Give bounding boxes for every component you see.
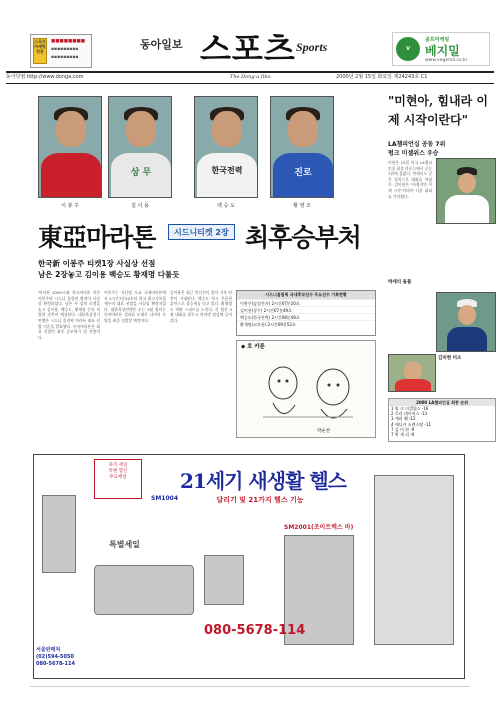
ad-special: 특별세일 <box>109 540 140 549</box>
main-headline <box>38 218 368 258</box>
masthead-left-ad: 스포츠 마케팅 전문 ■■■■■■■■ ▪▪▪▪▪▪▪▪▪ ▪▪▪▪▪▪▪▪▪ <box>30 34 92 68</box>
subhead-line2: 남은 2장놓고 김이용 백승도 황재명 다툴듯 <box>38 270 180 279</box>
ad-badge-line: 특별 할인 <box>108 469 128 474</box>
table-row: 황재명(코오롱) 2시간09분52초 <box>237 320 375 327</box>
right-ad-url: www.vegemil.co.kr <box>425 58 468 63</box>
right-ad-line1: 골프마케팅 <box>425 37 450 43</box>
cartoon-drawing-icon <box>243 353 371 427</box>
photo-caption: 황 영 조 <box>293 203 311 209</box>
photo-caption: 이 봉 주 <box>61 203 79 209</box>
left-ad-badge <box>33 38 47 64</box>
right-ad-line2: 베지밀 <box>425 44 460 58</box>
brand-big: 스포츠 <box>200 30 296 68</box>
headline-tail: 최후승부처 <box>245 223 361 252</box>
ad-contact <box>36 647 84 668</box>
page-divider <box>30 686 470 687</box>
golf-title-line: LA챔피언십 공동 7위 <box>388 141 446 148</box>
golfer-photo <box>436 292 496 352</box>
runner-photo: 한국전력 <box>194 96 258 198</box>
ad-subtitle: 달리기 및 21가지 헬스 기능 <box>216 496 304 504</box>
runner-photo <box>38 96 102 198</box>
cartoon-label: ◆ 호 카툰 <box>241 344 265 350</box>
photo-caption: 박세리 돌풀 <box>388 280 412 285</box>
golfer-photo <box>436 158 496 224</box>
table-row: 2 로라 데이비스 -13 <box>391 411 428 417</box>
record-table <box>236 290 376 336</box>
issue-left: 동아닷컴 http://www.donga.com <box>6 74 84 80</box>
table-row: 7 김 미 현 -9 <box>391 426 415 432</box>
ad-badge-line: 무료배달 <box>109 475 127 480</box>
score-table-title: 2000 LA챔피언십 최종 순위 <box>389 399 495 406</box>
ad-contact-line: 080-5678-114 <box>36 661 75 667</box>
table-row: 1 펑 크 미셀위스 -16 <box>391 406 429 411</box>
left-ad-line: 전문 <box>36 49 44 54</box>
fitness-machine-icon <box>204 555 244 605</box>
ad-contact-line: 서울판매처 <box>36 647 61 653</box>
photo-caption: 백 승 도 <box>217 203 235 209</box>
ad-phone: 080-5678-114 <box>204 623 306 638</box>
left-ad-line: 마케팅 <box>34 44 46 49</box>
runner-photo: 상 무 <box>108 96 172 198</box>
issue-right: 2000년 2월 15일 화요일 제24243호 C1 <box>336 74 428 80</box>
fitness-advertisement <box>33 454 465 679</box>
vegemil-logo-icon: V <box>396 37 420 61</box>
golfer-photo <box>388 354 436 392</box>
newspaper-brand <box>140 22 350 70</box>
score-table <box>388 398 496 442</box>
ad-title: 21세기 새생활 헬스 <box>180 469 346 493</box>
home-gym-icon <box>374 475 454 645</box>
headline-main: 東亞마라톤 <box>38 223 156 252</box>
treadmill-icon <box>94 565 194 615</box>
cartoon-signature: 박순찬 <box>317 429 331 434</box>
masthead-right-ad <box>392 32 490 66</box>
table-row: 3 캐리 웹 -12 <box>391 416 416 422</box>
ad-model1: SM1004 <box>151 495 178 502</box>
article-column: '마라톤 2000시대' 한국마라톤 지존 이봉주의 시드니 올림픽 출전이 사실상 확정되었다. 남은 두 장의 티켓을 놓고 김이용, 백승도, 황재명 등의 치열한 각축이 예상된다. 대한육상경기연맹은 시드니 올림픽 마라톤 대표 선발 기준을 발표했다. 동아마라톤은 대표 선발의 최후 승부처가 될 전망이다. <box>38 290 100 340</box>
article-column: 김이용은 최근 컨디션이 좋아 기록 단축이 기대된다. 백승도 역시 꾸준한 훈련으로 상승세를 타고 있다. 황재명도 막판 스퍼트를 노린다. 각 팀은 3월 대회를 앞두고 마지막 점검에 들어갔다. <box>170 290 232 323</box>
subhead-line1: 한국新 이봉주 티켓1장 사실상 선점 <box>38 259 156 268</box>
issue-center: The Dong-a Ilbo <box>230 74 271 80</box>
subheadline <box>38 258 368 280</box>
photo-caption: 김 이 용 <box>131 203 149 209</box>
issue-line <box>6 72 494 82</box>
runner-photo: 진로 <box>270 96 334 198</box>
photo-caption: 김미현 미소 <box>438 356 462 361</box>
golf-sub-line: 펑크 미셀위스 우승 <box>388 150 439 157</box>
table-row: 4 애니카 소렌스탐 -11 <box>391 421 431 427</box>
left-ad-line: 스포츠 <box>34 39 46 44</box>
table-row: 7 박 세 리 -9 <box>391 431 415 437</box>
fitness-machine-icon <box>42 495 76 573</box>
brand-en: Sports <box>296 40 328 54</box>
ad-badge <box>94 459 142 499</box>
table-row: 김이용(상무) 2시간07분49초 <box>237 306 375 313</box>
brand-small: 동아일보 <box>140 38 183 51</box>
golf-title <box>388 140 496 158</box>
cartoon <box>236 340 376 438</box>
golf-quote-headline: "미현아, 힘내라 이제 시작이란다" <box>388 94 488 127</box>
ad-badge-line: 파격 세일 <box>108 463 128 468</box>
article-column: 이봉주는 지난달 도쿄 국제마라톤에서 2시간7분20초의 한국 최고기록을 세우며 대표 선발을 사실상 확정지었다. 대한육상연맹은 오는 3월 열리는 동아마라톤 결과를 토대로 나머지 두 명을 최종 선발할 예정이다. <box>104 290 166 323</box>
headline-tag: 시드니티켓 2장 <box>168 224 235 240</box>
table-row: 백승도(한국전력) 2시간08분49초 <box>237 313 375 320</box>
table-row: 이봉주(삼성전자) 2시간07분20초 <box>237 299 375 306</box>
golf-article-column: 미현은 15일 미국 LA챔피언십 최종 라운드에서 공동 7위에 올랐다. 박세리도 같은 성적으로 대회를 마쳤다. 김미현은 "아쉽지만 이제 시작"이라며 다음 대회를 기약했다. <box>388 160 432 199</box>
ad-contact-line: (02)594-5050 <box>36 654 74 660</box>
ad-model2: SM2001(조이트렉스 바) <box>284 524 354 531</box>
record-table-title: 시드니올림픽 국내후보선수 주요선수 기록현황 <box>237 291 375 299</box>
